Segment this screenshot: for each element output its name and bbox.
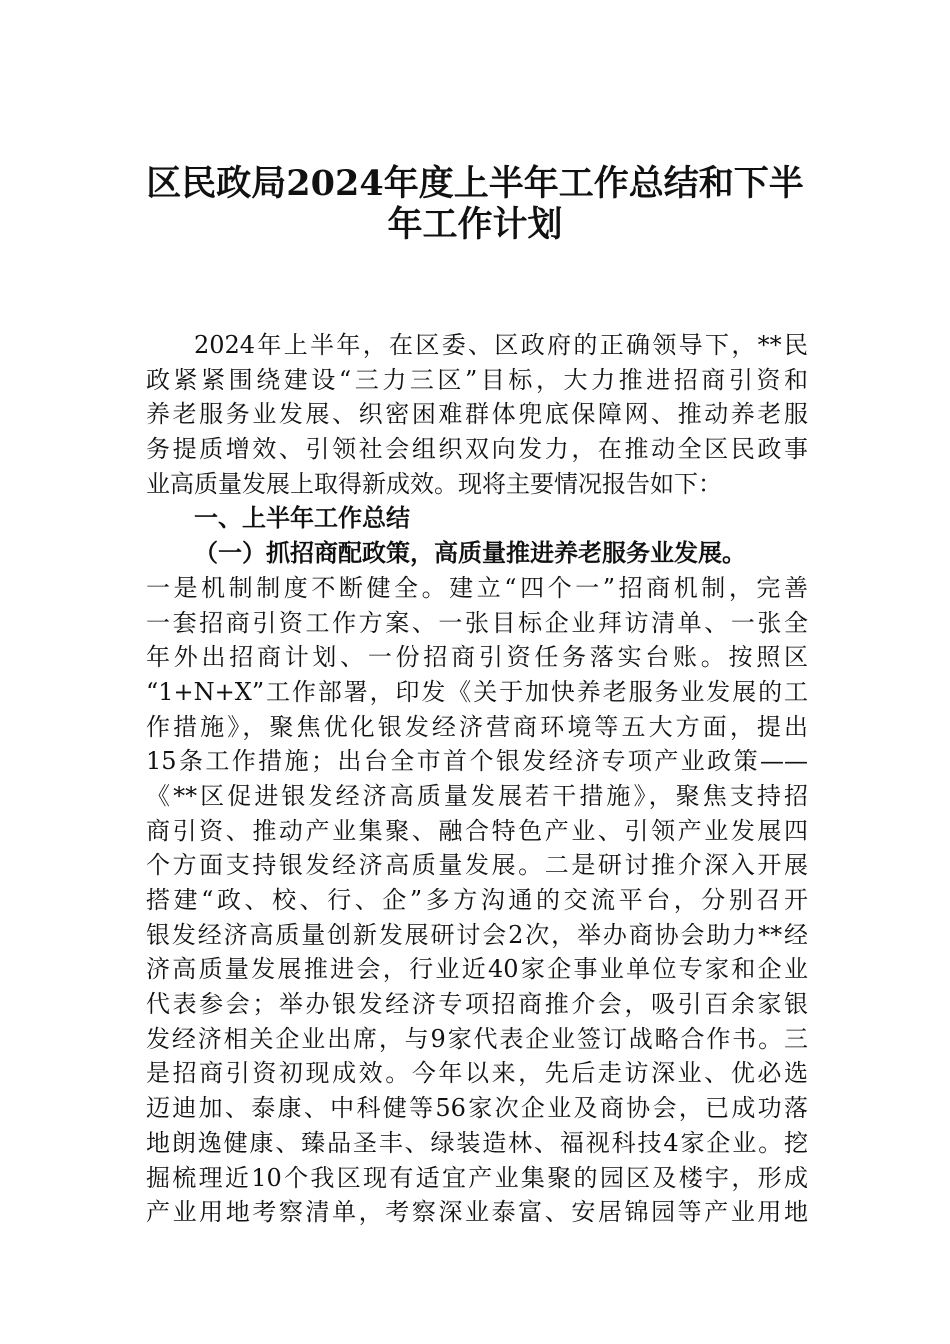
section-heading: 一、上半年工作总结 <box>194 504 410 533</box>
paragraph-line: 15条工作措施；出台全市首个银发经济专项产业政策—— <box>146 747 808 776</box>
paragraph-line: 个方面支持银发经济高质量发展。二是研讨推介深入开展 <box>146 851 808 880</box>
subsection-heading: （一）抓招商配政策，高质量推进养老服务业发展。 <box>194 538 746 568</box>
paragraph-line: 业高质量发展上取得新成效。现将主要情况报告如下： <box>146 469 722 498</box>
paragraph-line: 掘梳理近10个我区现有适宜产业集聚的园区及楼宇，形成 <box>146 1163 808 1192</box>
paragraph-line: 作措施》，聚焦优化银发经济营商环境等五大方面，提出 <box>146 712 808 741</box>
paragraph-line: 代表参会；举办银发经济专项招商推介会，吸引百余家银 <box>146 990 808 1019</box>
paragraph-line: 济高质量发展推进会，行业近40家企事业单位专家和企业 <box>146 955 808 984</box>
paragraph-line: 地朗逸健康、臻品圣丰、绿装造林、福视科技4家企业。挖 <box>146 1128 808 1157</box>
paragraph-line: 务提质增效、引领社会组织双向发力，在推动全区民政事 <box>146 435 808 464</box>
paragraph-line: 银发经济高质量创新发展研讨会2次，举办商协会助力**经 <box>146 920 808 949</box>
paragraph-line: 年外出招商计划、一份招商引资任务落实台账。按照区 <box>146 643 808 672</box>
paragraph-line: 《**区促进银发经济高质量发展若干措施》，聚焦支持招 <box>146 781 808 810</box>
paragraph-line: “1+N+X”工作部署，印发《关于加快养老服务业发展的工 <box>146 677 808 706</box>
document-title-line-1: 区民政局2024年度上半年工作总结和下半 <box>146 163 804 204</box>
paragraph-line: 商引资、推动产业集聚、融合特色产业、引领产业发展四 <box>146 816 808 845</box>
paragraph-line: 2024年上半年，在区委、区政府的正确领导下，**民 <box>194 331 808 359</box>
paragraph-line: 发经济相关企业出席，与9家代表企业签订战略合作书。三 <box>146 1024 808 1053</box>
paragraph-line: 一是机制制度不断健全。建立“四个一”招商机制，完善 <box>146 573 808 602</box>
paragraph-line: 搭建“政、校、行、企”多方沟通的交流平台，分别召开 <box>146 886 808 914</box>
paragraph-line: 一套招商引资工作方案、一张目标企业拜访清单、一张全 <box>146 608 808 637</box>
paragraph-line: 是招商引资初现成效。今年以来，先后走访深业、优必选 <box>146 1059 808 1088</box>
document-body <box>146 328 808 1230</box>
document-title-line-2: 年工作计划 <box>387 204 563 245</box>
paragraph-line: 养老服务业发展、织密困难群体兜底保障网、推动养老服 <box>146 400 808 429</box>
paragraph-line: 产业用地考察清单，考察深业泰富、安居锦园等产业用地 <box>146 1198 808 1227</box>
paragraph-line: 迈迪加、泰康、中科健等56家次企业及商协会，已成功落 <box>146 1094 808 1123</box>
paragraph-line: 政紧紧围绕建设“三力三区”目标，大力推进招商引资和 <box>146 365 808 394</box>
